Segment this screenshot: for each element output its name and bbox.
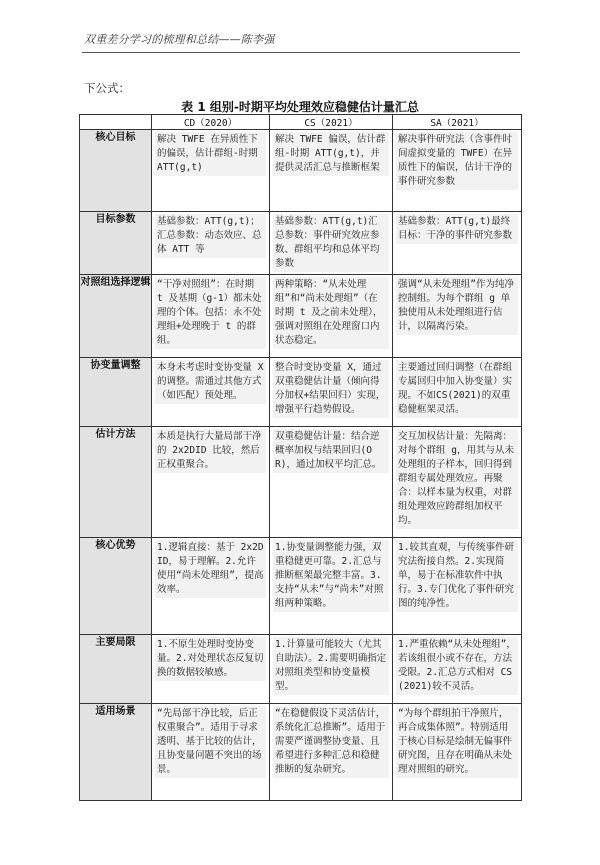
running-header: 双重差分学习的梳理和总结——陈李强 <box>84 33 275 46</box>
cell-text: 1.逻辑直接：基于 2x2DID，易于理解。2.允许使用“尚未处理组”，提高效率。 <box>155 540 266 598</box>
table-cell <box>393 704 522 801</box>
table-caption: 表 1 组别-时期平均处理效应稳健估计量汇总 <box>181 100 419 114</box>
row-label-core-goal: 核心目标 <box>80 130 152 212</box>
cell-text: 双重稳健估计量：结合逆概率加权与结果回归(OR)，通过加权平均汇总。 <box>273 429 389 473</box>
table-row <box>80 427 522 538</box>
table-cell <box>393 212 522 275</box>
table-cell <box>152 212 270 275</box>
row-label-covariate-adjustment: 协变量调整 <box>80 358 152 427</box>
table-cell <box>270 704 393 801</box>
table-cell <box>393 130 522 212</box>
cell-text: 本身未考虑时变协变量 X 的调整。需通过其他方式（如匹配）预处理。 <box>155 360 266 404</box>
cell-text: 主要通过回归调整（在群组专属回归中加入协变量）实现。不如CS(2021)的双重稳健框架灵活。 <box>396 360 518 418</box>
cell-text: 解决事件研究法（含事件时间虚拟变量的 TWFE）在异质性下的偏误，估计干净的事件研究参数 <box>396 132 518 190</box>
table-cell <box>152 538 270 635</box>
table-cell <box>152 635 270 704</box>
cell-text: 强调“从未处理组”作为纯净控制组。为每个群组 g 单独使用从未处理组进行估计，以隔离污染。 <box>396 277 518 335</box>
cell-text: “先局部干净比较，后正权重聚合”。适用于寻求透明、基于比较的估计，且协变量问题不突出的场景。 <box>155 706 266 778</box>
table-row <box>80 635 522 704</box>
table-corner-cell <box>80 115 152 130</box>
table-cell <box>393 275 522 358</box>
table-cell <box>152 704 270 801</box>
lead-text: 下公式： <box>84 81 130 95</box>
table-cell <box>270 358 393 427</box>
table-cell <box>152 130 270 212</box>
table-cell <box>393 538 522 635</box>
row-label-applicable-scenarios: 适用场景 <box>80 704 152 801</box>
cell-text: 整合时变协变量 X，通过双重稳健估计量（倾向得分加权+结果回归）实现，增强平行趋势假设。 <box>273 360 389 418</box>
cell-text: 1.计算量可能较大（尤其自助法）。2.需要明确指定对照组类型和协变量模型。 <box>273 637 389 695</box>
cell-text: 1.严重依赖“从未处理组”，若该组很小或不存在，方法受限。2.汇总方式相对 CS(2021)较不灵活。 <box>396 637 518 695</box>
cell-text: 1.不原生处理时变协变量。2.对处理状态反复切换的数据较敏感。 <box>155 637 266 681</box>
table-row <box>80 704 522 801</box>
cell-text: 基础参数：ATT(g,t)最终目标：干净的事件研究参数 <box>396 214 518 244</box>
table-row <box>80 212 522 275</box>
row-label-main-limitations: 主要局限 <box>80 635 152 704</box>
row-label-target-parameter: 目标参数 <box>80 212 152 275</box>
cell-text: 解决 TWFE 偏误，估计群组-时期 ATT(g,t)，并提供灵活汇总与推断框架 <box>273 132 389 176</box>
row-label-core-advantages: 核心优势 <box>80 538 152 635</box>
row-label-control-group: 对照组选择逻辑 <box>80 275 152 358</box>
table-cell <box>270 538 393 635</box>
table-row <box>80 358 522 427</box>
header-rule <box>82 52 520 53</box>
table-cell <box>270 130 393 212</box>
cell-text: 解决 TWFE 在异质性下的偏误，估计群组-时期 ATT(g,t) <box>155 132 266 176</box>
cell-text: “在稳健假设下灵活估计，系统化汇总推断”。适用于需要严谨调整协变量、且希望进行多种汇总和稳健推断的复杂研究。 <box>273 706 389 778</box>
table-cell <box>152 358 270 427</box>
summary-table <box>79 114 522 801</box>
row-label-estimation-method: 估计方法 <box>80 427 152 538</box>
table-header-row <box>80 115 522 130</box>
column-header-cs: CS（2021） <box>270 115 393 130</box>
cell-text: 基础参数：ATT(g,t)；汇总参数：动态效应、总体 ATT 等 <box>155 214 266 258</box>
cell-text: 两种策略：“从未处理组”和“尚未处理组”（在时期 t 及之前未处理），强调对照组在处理窗口内状态稳定。 <box>273 277 389 349</box>
table-cell <box>270 427 393 538</box>
column-header-sa: SA（2021） <box>393 115 522 130</box>
cell-text: 本质是执行大量局部干净的 2x2DID 比较，然后正权重聚合。 <box>155 429 266 473</box>
table-cell <box>270 275 393 358</box>
table-cell <box>152 427 270 538</box>
table-row <box>80 538 522 635</box>
cell-text: “为每个群组拍干净照片，再合成集体照”。特别适用于核心目标是绘制无偏事件研究图，且存在明确从未处理对照组的研究。 <box>396 706 518 778</box>
table-row <box>80 130 522 212</box>
cell-text: “干净对照组”：在时期 t 及基期（g-1）都未处理的个体。包括：永不处理组+处理晚于 t 的群组。 <box>155 277 266 349</box>
table-cell <box>393 635 522 704</box>
table-cell <box>393 358 522 427</box>
table-row <box>80 275 522 358</box>
cell-text: 基础参数：ATT(g,t)汇总参数：事件研究效应参数、群组平均和总体平均参数 <box>273 214 389 272</box>
cell-text: 交互加权估计量：先隔离：对每个群组 g，用其与从未处理组的子样本，回归得到群组专属处理效应。再聚合：以样本量为权重，对群组处理效应跨群组加权平均。 <box>396 429 518 529</box>
table-cell <box>270 212 393 275</box>
table-cell <box>270 635 393 704</box>
cell-text: 1.协变量调整能力强，双重稳健更可靠。2.汇总与推断框架最完整丰富。3.支持“从未”与“尚未”对照组两种策略。 <box>273 540 389 612</box>
table-cell <box>152 275 270 358</box>
column-header-cd: CD（2020） <box>152 115 270 130</box>
table-cell <box>393 427 522 538</box>
cell-text: 1.较其直观，与传统事件研究法衔接自然。2.实现简单，易于在标准软件中执行。3.专门优化了事件研究图的纯净性。 <box>396 540 518 612</box>
